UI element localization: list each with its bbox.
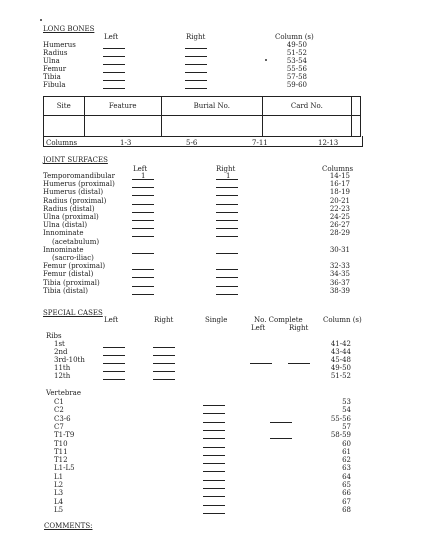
table-columns-burial: 7-11: [252, 139, 268, 147]
table-spacer: [352, 116, 361, 137]
joint-right-blank[interactable]: [216, 253, 238, 254]
table-columns-feature: 5-6: [186, 139, 198, 147]
rib-name: 11th: [54, 364, 71, 372]
joint-surface-name: Ulna (proximal): [43, 213, 99, 221]
rib-left-blank[interactable]: [103, 347, 125, 348]
long-bone-name: Humerus: [43, 41, 76, 49]
vertebra-single-blank[interactable]: [203, 455, 225, 456]
vertebra-nc-blank[interactable]: [270, 438, 292, 439]
temporomandibular-left-mark: 1: [141, 172, 146, 180]
long-bones-heading: LONG BONES: [43, 25, 95, 33]
ribs-label: Ribs: [46, 332, 62, 340]
long-bone-left-blank[interactable]: [103, 80, 125, 81]
table-header-site: Site: [44, 97, 85, 116]
long-bone-right-blank[interactable]: [185, 80, 207, 81]
table-columns-label: Columns: [46, 139, 78, 147]
joint-right-blank[interactable]: [216, 212, 238, 213]
vertebra-columns: 57: [342, 422, 351, 431]
rib-right-blank[interactable]: [153, 379, 175, 380]
vertebra-single-blank[interactable]: [203, 430, 225, 431]
joint-right-blank[interactable]: [216, 286, 238, 287]
joint-surface-columns: 22-23: [329, 204, 350, 213]
vertebra-columns: 66: [342, 489, 351, 498]
special-cases-nc-left-header: Left: [251, 324, 266, 332]
rib-right-blank[interactable]: [153, 355, 175, 356]
table-columns-site: 1-3: [120, 139, 132, 147]
joint-surfaces-heading: JOINT SURFACES: [43, 156, 108, 164]
table-header-burial-no: Burial No.: [161, 97, 262, 116]
long-bone-right-blank[interactable]: [185, 88, 207, 89]
long-bones-right-header: Right: [186, 33, 206, 41]
joint-surface-name: Innominate: [43, 245, 84, 254]
vertebra-name: L3: [54, 489, 64, 498]
joint-surface-name: (sacro-iliac): [52, 254, 94, 262]
vertebra-single-blank[interactable]: [203, 513, 225, 514]
joint-left-blank[interactable]: [132, 187, 154, 188]
rib-columns: 43-44: [330, 348, 351, 356]
vertebra-single-blank[interactable]: [203, 413, 225, 414]
joint-left-blank[interactable]: [132, 269, 154, 270]
vertebra-columns: 54: [342, 406, 351, 415]
joint-surface-columns: 26-27: [329, 221, 350, 230]
joint-left-blank[interactable]: [132, 204, 154, 205]
long-bone-columns: 51-52: [286, 49, 307, 57]
rib-columns: 41-42: [330, 340, 351, 348]
long-bone-columns: 53-54: [286, 57, 307, 65]
joint-surface-name: Temporomandibular: [43, 172, 115, 180]
long-bone-name: Femur: [43, 65, 67, 73]
rib-name: 3rd-10th: [54, 356, 85, 364]
long-bone-columns: 59-60: [286, 81, 307, 89]
joint-surface-columns: 36-37: [329, 278, 350, 287]
long-bone-right-blank[interactable]: [185, 56, 207, 57]
scan-speck: [265, 59, 267, 61]
long-bone-left-blank[interactable]: [103, 88, 125, 89]
card-no-field[interactable]: [262, 116, 351, 137]
long-bone-left-blank[interactable]: [103, 64, 125, 65]
joint-left-blank[interactable]: [132, 236, 154, 237]
vertebra-columns: 60: [342, 439, 351, 448]
joint-surface-columns: 34-35: [329, 270, 350, 279]
joint-surface-name: Tibia (proximal): [43, 278, 100, 287]
feature-field[interactable]: [84, 116, 161, 137]
long-bone-left-blank[interactable]: [103, 72, 125, 73]
long-bone-columns: 49-50: [286, 41, 307, 49]
rib-right-blank[interactable]: [153, 363, 175, 364]
special-cases-single-header: Single: [205, 316, 228, 324]
vertebra-single-blank[interactable]: [203, 422, 225, 423]
vertebra-columns: 68: [342, 505, 351, 514]
joint-right-blank[interactable]: [216, 187, 238, 188]
vertebra-columns: 67: [342, 497, 351, 506]
special-cases-nc-right-header: Right: [289, 324, 309, 332]
vertebra-single-blank[interactable]: [203, 505, 225, 506]
table-header-feature: Feature: [84, 97, 161, 116]
long-bone-right-blank[interactable]: [185, 72, 207, 73]
joint-right-blank[interactable]: [216, 236, 238, 237]
joint-right-blank[interactable]: [216, 204, 238, 205]
vertebra-nc-blank[interactable]: [270, 422, 292, 423]
joint-surface-name: Ulna (distal): [43, 221, 88, 230]
vertebra-columns: 65: [342, 481, 351, 489]
vertebrae-label: Vertebrae: [46, 389, 81, 397]
long-bone-right-blank[interactable]: [185, 64, 207, 65]
vertebra-single-blank[interactable]: [203, 405, 225, 406]
vertebra-columns: 61: [342, 447, 351, 456]
long-bone-right-blank[interactable]: [185, 48, 207, 49]
vertebra-name: T10: [54, 439, 68, 448]
long-bone-columns: 55-56: [286, 65, 307, 73]
joint-surface-columns: 24-25: [329, 213, 350, 221]
joint-left-blank[interactable]: [132, 277, 154, 278]
identification-table: [43, 96, 361, 137]
vertebra-name: C1: [54, 398, 64, 406]
vertebra-single-blank[interactable]: [203, 438, 225, 439]
joint-left-blank[interactable]: [132, 228, 154, 229]
joint-surface-name: Humerus (distal): [43, 188, 104, 197]
vertebra-columns: 53: [342, 398, 351, 406]
joint-surface-name: Femur (proximal): [43, 262, 106, 271]
vertebra-name: C2: [54, 406, 64, 415]
joint-right-blank[interactable]: [216, 195, 238, 196]
rib-name: 2nd: [54, 348, 68, 356]
joint-left-blank[interactable]: [132, 253, 154, 254]
vertebra-single-blank[interactable]: [203, 463, 225, 464]
vertebra-columns: 63: [342, 464, 351, 473]
vertebra-name: T11: [54, 447, 68, 456]
long-bone-columns: 57-58: [286, 73, 307, 81]
joint-surface-name: Innominate: [43, 229, 84, 238]
joint-surfaces-right-header: Right: [216, 165, 236, 173]
vertebra-name: T1-T9: [54, 431, 75, 440]
long-bone-name: Radius: [43, 49, 68, 57]
rib-name: 1st: [54, 340, 65, 348]
joint-surfaces-left-header: Left: [133, 165, 148, 173]
vertebra-single-blank[interactable]: [203, 480, 225, 481]
temporomandibular-right-mark: 1: [226, 172, 231, 180]
long-bone-name: Tibia: [43, 73, 61, 81]
joint-surface-name: Radius (distal): [43, 204, 95, 213]
comments-label: COMMENTS:: [44, 522, 93, 530]
joint-surface-name: (acetabulum): [52, 237, 100, 246]
joint-right-blank[interactable]: [216, 228, 238, 229]
table-header-card-no: Card No.: [262, 97, 351, 116]
joint-surface-columns: 20-21: [329, 196, 350, 205]
joint-right-blank[interactable]: [216, 269, 238, 270]
joint-right-blank[interactable]: [216, 294, 238, 295]
joint-right-blank[interactable]: [216, 220, 238, 221]
joint-left-blank[interactable]: [132, 179, 154, 180]
joint-left-blank[interactable]: [132, 212, 154, 213]
vertebra-name: C7: [54, 422, 64, 431]
joint-left-blank[interactable]: [132, 286, 154, 287]
joint-left-blank[interactable]: [132, 294, 154, 295]
vertebra-name: L4: [54, 497, 64, 506]
joint-surface-columns: 14-15: [329, 172, 350, 180]
table-columns-card: 12-13: [318, 139, 339, 147]
long-bones-left-header: Left: [104, 33, 119, 41]
vertebra-columns: 62: [342, 456, 351, 465]
special-cases-no-complete-header: No. Complete: [254, 316, 303, 324]
long-bone-name: Fibula: [43, 81, 66, 89]
scan-speck: [40, 19, 42, 21]
joint-surface-name: Radius (proximal): [43, 196, 107, 205]
joint-surface-columns: 18-19: [329, 188, 350, 197]
joint-surface-columns: 38-39: [329, 286, 350, 295]
vertebra-columns: 58-59: [330, 431, 351, 440]
joint-left-blank[interactable]: [132, 195, 154, 196]
vertebra-single-blank[interactable]: [203, 496, 225, 497]
joint-right-blank[interactable]: [216, 277, 238, 278]
joint-surface-name: Humerus (proximal): [43, 180, 115, 189]
joint-surface-columns: 30-31: [329, 245, 350, 254]
special-cases-column-header: Column (s): [323, 316, 362, 324]
vertebra-columns: 64: [342, 472, 351, 481]
rib-columns: 49-50: [330, 364, 351, 372]
joint-right-blank[interactable]: [216, 179, 238, 180]
site-field[interactable]: [44, 116, 85, 137]
special-cases-left-header: Left: [104, 316, 119, 324]
joint-surface-columns: 32-33: [329, 262, 350, 271]
burial-no-field[interactable]: [161, 116, 262, 137]
vertebra-name: L1: [54, 472, 64, 481]
vertebra-name: L5: [54, 505, 64, 514]
rib-left-blank[interactable]: [103, 363, 125, 364]
vertebra-single-blank[interactable]: [203, 488, 225, 489]
rib-columns: 45-48: [330, 356, 351, 364]
long-bone-left-blank[interactable]: [103, 56, 125, 57]
joint-surface-columns: 16-17: [329, 180, 350, 189]
rib-columns: 51-52: [330, 372, 351, 380]
rib-name: 12th: [54, 372, 71, 380]
rib-right-blank[interactable]: [153, 371, 175, 372]
special-cases-right-header: Right: [154, 316, 174, 324]
vertebra-name: C3-6: [54, 414, 71, 423]
vertebra-name: L2: [54, 481, 64, 489]
joint-surface-name: Femur (distal): [43, 270, 94, 279]
joint-surface-columns: 28-29: [329, 229, 350, 238]
long-bone-left-blank[interactable]: [103, 48, 125, 49]
table-spacer: [352, 97, 361, 116]
rib-left-blank[interactable]: [103, 371, 125, 372]
vertebra-columns: 55-56: [330, 414, 351, 423]
vertebra-name: L1-L5: [54, 464, 75, 473]
special-cases-heading: SPECIAL CASES: [43, 309, 103, 317]
long-bones-column-header: Column (s): [275, 33, 314, 41]
rib-nc-right-blank[interactable]: [288, 363, 310, 364]
rib-nc-left-blank[interactable]: [250, 363, 272, 364]
vertebra-single-blank[interactable]: [203, 471, 225, 472]
rib-right-blank[interactable]: [153, 347, 175, 348]
joint-surfaces-columns-header: Columns: [322, 165, 354, 173]
rib-left-blank[interactable]: [103, 379, 125, 380]
table-columns-row: [43, 136, 363, 147]
rib-left-blank[interactable]: [103, 355, 125, 356]
vertebra-name: T12: [54, 456, 68, 465]
joint-left-blank[interactable]: [132, 220, 154, 221]
long-bone-name: Ulna: [43, 57, 60, 65]
vertebra-single-blank[interactable]: [203, 447, 225, 448]
joint-surface-name: Tibia (distal): [43, 286, 89, 295]
